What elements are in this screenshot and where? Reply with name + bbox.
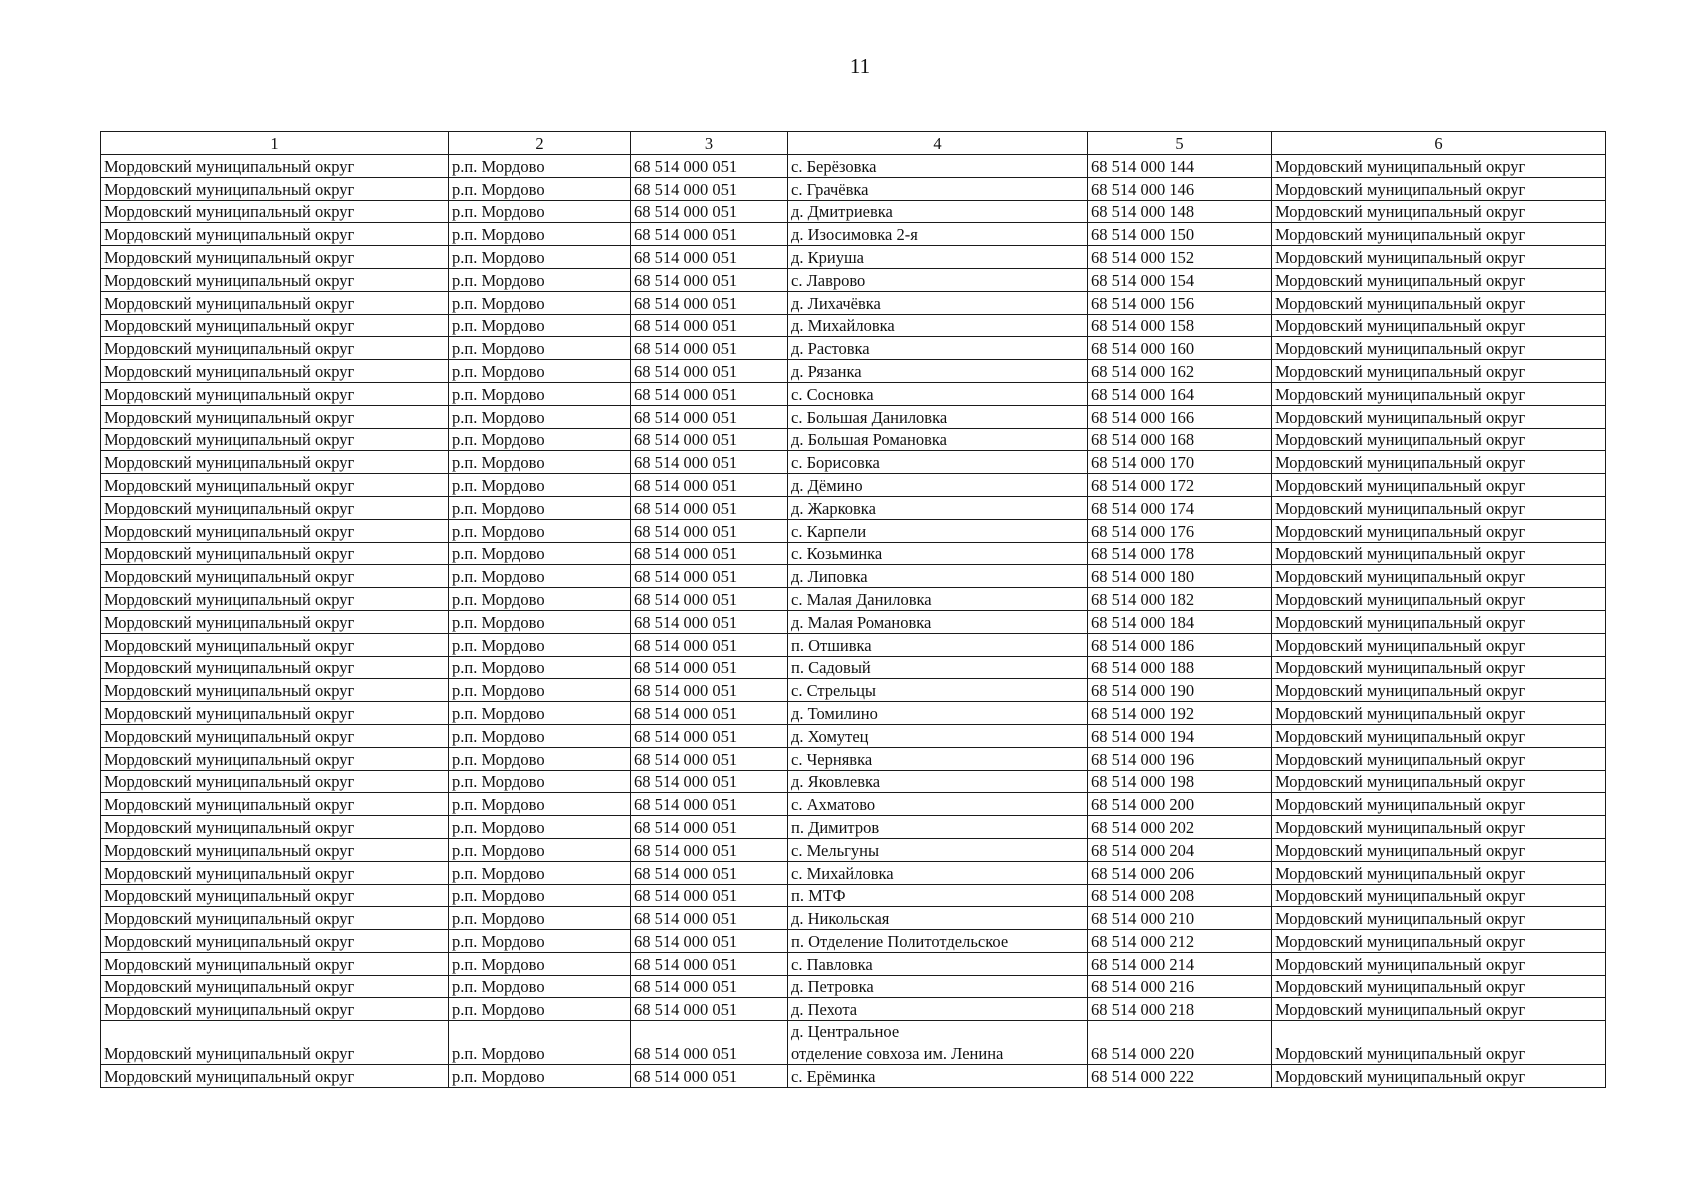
admin-center-cell: р.п. Мордово [449, 360, 631, 383]
center-oktmo-cell: 68 514 000 051 [631, 588, 788, 611]
municipality-cell: Мордовский муниципальный округ [101, 314, 449, 337]
settlement-cell: д. Петровка [788, 975, 1088, 998]
admin-center-cell: р.п. Мордово [449, 291, 631, 314]
admin-center-cell: р.п. Мордово [449, 542, 631, 565]
center-oktmo-cell: 68 514 000 051 [631, 565, 788, 588]
settlement-oktmo-cell: 68 514 000 182 [1088, 588, 1272, 611]
settlement-cell: с. Грачёвка [788, 177, 1088, 200]
new-municipality-cell: Мордовский муниципальный округ [1272, 793, 1606, 816]
municipality-cell: Мордовский муниципальный округ [101, 542, 449, 565]
table-row [101, 246, 1606, 269]
settlement-oktmo-cell: 68 514 000 152 [1088, 246, 1272, 269]
settlements-table [100, 131, 1606, 1088]
settlement-cell: д. Жарковка [788, 496, 1088, 519]
new-municipality-cell: Мордовский муниципальный округ [1272, 702, 1606, 725]
settlement-cell: д. Большая Романовка [788, 428, 1088, 451]
admin-center-cell: р.п. Мордово [449, 565, 631, 588]
table-row [101, 930, 1606, 953]
table-row [101, 314, 1606, 337]
new-municipality-cell: Мордовский муниципальный округ [1272, 724, 1606, 747]
new-municipality-cell: Мордовский муниципальный округ [1272, 975, 1606, 998]
settlement-oktmo-cell: 68 514 000 212 [1088, 930, 1272, 953]
settlement-cell: с. Мельгуны [788, 838, 1088, 861]
center-oktmo-cell: 68 514 000 051 [631, 679, 788, 702]
admin-center-cell: р.п. Мордово [449, 177, 631, 200]
new-municipality-cell: Мордовский муниципальный округ [1272, 451, 1606, 474]
municipality-cell: Мордовский муниципальный округ [101, 998, 449, 1021]
municipality-cell: Мордовский муниципальный округ [101, 838, 449, 861]
new-municipality-cell: Мордовский муниципальный округ [1272, 314, 1606, 337]
table-row [101, 428, 1606, 451]
new-municipality-cell: Мордовский муниципальный округ [1272, 519, 1606, 542]
new-municipality-cell: Мордовский муниципальный округ [1272, 747, 1606, 770]
admin-center-cell: р.п. Мордово [449, 656, 631, 679]
admin-center-cell: р.п. Мордово [449, 793, 631, 816]
new-municipality-cell: Мордовский муниципальный округ [1272, 884, 1606, 907]
table-row [101, 679, 1606, 702]
settlement-oktmo-cell: 68 514 000 218 [1088, 998, 1272, 1021]
settlement-oktmo-cell: 68 514 000 144 [1088, 155, 1272, 178]
admin-center-cell: р.п. Мордово [449, 200, 631, 223]
settlement-cell: д. Изосимовка 2-я [788, 223, 1088, 246]
new-municipality-cell: Мордовский муниципальный округ [1272, 474, 1606, 497]
municipality-cell: Мордовский муниципальный округ [101, 656, 449, 679]
center-oktmo-cell: 68 514 000 051 [631, 816, 788, 839]
municipality-cell: Мордовский муниципальный округ [101, 633, 449, 656]
center-oktmo-cell: 68 514 000 051 [631, 838, 788, 861]
column-header: 5 [1088, 132, 1272, 155]
municipality-cell: Мордовский муниципальный округ [101, 588, 449, 611]
new-municipality-cell: Мордовский муниципальный округ [1272, 496, 1606, 519]
settlement-cell: д. Липовка [788, 565, 1088, 588]
new-municipality-cell: Мордовский муниципальный округ [1272, 428, 1606, 451]
new-municipality-cell: Мордовский муниципальный округ [1272, 177, 1606, 200]
settlement-cell: с. Малая Даниловка [788, 588, 1088, 611]
settlement-cell: д. Криуша [788, 246, 1088, 269]
settlement-oktmo-cell: 68 514 000 186 [1088, 633, 1272, 656]
center-oktmo-cell: 68 514 000 051 [631, 268, 788, 291]
settlement-cell: д. Рязанка [788, 360, 1088, 383]
center-oktmo-cell: 68 514 000 051 [631, 382, 788, 405]
center-oktmo-cell: 68 514 000 051 [631, 975, 788, 998]
admin-center-cell: р.п. Мордово [449, 952, 631, 975]
municipality-cell: Мордовский муниципальный округ [101, 360, 449, 383]
municipality-cell: Мордовский муниципальный округ [101, 496, 449, 519]
settlement-cell: д. Пехота [788, 998, 1088, 1021]
admin-center-cell: р.п. Мордово [449, 268, 631, 291]
new-municipality-cell: Мордовский муниципальный округ [1272, 337, 1606, 360]
municipality-cell: Мордовский муниципальный округ [101, 155, 449, 178]
settlement-oktmo-cell: 68 514 000 166 [1088, 405, 1272, 428]
municipality-cell: Мордовский муниципальный округ [101, 770, 449, 793]
settlement-oktmo-cell: 68 514 000 184 [1088, 610, 1272, 633]
new-municipality-cell: Мордовский муниципальный округ [1272, 907, 1606, 930]
settlement-cell: д. Томилино [788, 702, 1088, 725]
column-header: 2 [449, 132, 631, 155]
municipality-cell: Мордовский муниципальный округ [101, 268, 449, 291]
admin-center-cell: р.п. Мордово [449, 1021, 631, 1065]
new-municipality-cell: Мордовский муниципальный округ [1272, 770, 1606, 793]
municipality-cell: Мордовский муниципальный округ [101, 610, 449, 633]
new-municipality-cell: Мордовский муниципальный округ [1272, 1065, 1606, 1088]
table-row [101, 155, 1606, 178]
new-municipality-cell: Мордовский муниципальный округ [1272, 382, 1606, 405]
settlement-cell: с. Лаврово [788, 268, 1088, 291]
center-oktmo-cell: 68 514 000 051 [631, 223, 788, 246]
admin-center-cell: р.п. Мордово [449, 519, 631, 542]
settlement-cell: с. Карпели [788, 519, 1088, 542]
municipality-cell: Мордовский муниципальный округ [101, 474, 449, 497]
municipality-cell: Мордовский муниципальный округ [101, 930, 449, 953]
settlement-oktmo-cell: 68 514 000 180 [1088, 565, 1272, 588]
new-municipality-cell: Мордовский муниципальный округ [1272, 816, 1606, 839]
settlement-oktmo-cell: 68 514 000 178 [1088, 542, 1272, 565]
header-row [101, 132, 1606, 155]
settlement-oktmo-cell: 68 514 000 162 [1088, 360, 1272, 383]
table-row [101, 1021, 1606, 1065]
table-row [101, 838, 1606, 861]
municipality-cell: Мордовский муниципальный округ [101, 291, 449, 314]
settlement-cell: с. Павловка [788, 952, 1088, 975]
municipality-cell: Мордовский муниципальный округ [101, 884, 449, 907]
settlement-cell: с. Ерёминка [788, 1065, 1088, 1088]
admin-center-cell: р.п. Мордово [449, 405, 631, 428]
municipality-cell: Мордовский муниципальный округ [101, 246, 449, 269]
new-municipality-cell: Мордовский муниципальный округ [1272, 633, 1606, 656]
settlement-oktmo-cell: 68 514 000 172 [1088, 474, 1272, 497]
admin-center-cell: р.п. Мордово [449, 496, 631, 519]
column-header: 6 [1272, 132, 1606, 155]
settlement-cell: д. Центральное отделение совхоза им. Ленина [788, 1021, 1088, 1065]
new-municipality-cell: Мордовский муниципальный округ [1272, 838, 1606, 861]
settlement-cell: п. Садовый [788, 656, 1088, 679]
settlement-oktmo-cell: 68 514 000 150 [1088, 223, 1272, 246]
table-row [101, 747, 1606, 770]
center-oktmo-cell: 68 514 000 051 [631, 474, 788, 497]
municipality-cell: Мордовский муниципальный округ [101, 907, 449, 930]
municipality-cell: Мордовский муниципальный округ [101, 861, 449, 884]
table-row [101, 793, 1606, 816]
municipality-cell: Мордовский муниципальный округ [101, 519, 449, 542]
settlement-oktmo-cell: 68 514 000 148 [1088, 200, 1272, 223]
settlement-oktmo-cell: 68 514 000 204 [1088, 838, 1272, 861]
table-row [101, 656, 1606, 679]
center-oktmo-cell: 68 514 000 051 [631, 291, 788, 314]
admin-center-cell: р.п. Мордово [449, 382, 631, 405]
table-row [101, 177, 1606, 200]
settlement-oktmo-cell: 68 514 000 206 [1088, 861, 1272, 884]
settlement-oktmo-cell: 68 514 000 216 [1088, 975, 1272, 998]
municipality-cell: Мордовский муниципальный округ [101, 952, 449, 975]
table-row [101, 975, 1606, 998]
new-municipality-cell: Мордовский муниципальный округ [1272, 405, 1606, 428]
center-oktmo-cell: 68 514 000 051 [631, 337, 788, 360]
admin-center-cell: р.п. Мордово [449, 930, 631, 953]
admin-center-cell: р.п. Мордово [449, 816, 631, 839]
admin-center-cell: р.п. Мордово [449, 702, 631, 725]
settlement-cell: с. Чернявка [788, 747, 1088, 770]
table-row [101, 565, 1606, 588]
settlement-oktmo-cell: 68 514 000 158 [1088, 314, 1272, 337]
center-oktmo-cell: 68 514 000 051 [631, 405, 788, 428]
admin-center-cell: р.п. Мордово [449, 451, 631, 474]
new-municipality-cell: Мордовский муниципальный округ [1272, 679, 1606, 702]
admin-center-cell: р.п. Мордово [449, 1065, 631, 1088]
settlement-oktmo-cell: 68 514 000 164 [1088, 382, 1272, 405]
settlement-oktmo-cell: 68 514 000 202 [1088, 816, 1272, 839]
settlement-cell: д. Хомутец [788, 724, 1088, 747]
table-row [101, 496, 1606, 519]
admin-center-cell: р.п. Мордово [449, 998, 631, 1021]
settlement-cell: с. Сосновка [788, 382, 1088, 405]
new-municipality-cell: Мордовский муниципальный округ [1272, 998, 1606, 1021]
admin-center-cell: р.п. Мордово [449, 474, 631, 497]
settlement-oktmo-cell: 68 514 000 208 [1088, 884, 1272, 907]
admin-center-cell: р.п. Мордово [449, 314, 631, 337]
settlement-cell: д. Лихачёвка [788, 291, 1088, 314]
settlement-oktmo-cell: 68 514 000 220 [1088, 1021, 1272, 1065]
center-oktmo-cell: 68 514 000 051 [631, 542, 788, 565]
new-municipality-cell: Мордовский муниципальный округ [1272, 952, 1606, 975]
center-oktmo-cell: 68 514 000 051 [631, 702, 788, 725]
new-municipality-cell: Мордовский муниципальный округ [1272, 930, 1606, 953]
settlement-oktmo-cell: 68 514 000 190 [1088, 679, 1272, 702]
center-oktmo-cell: 68 514 000 051 [631, 793, 788, 816]
admin-center-cell: р.п. Мордово [449, 223, 631, 246]
municipality-cell: Мордовский муниципальный округ [101, 975, 449, 998]
settlement-cell: с. Михайловка [788, 861, 1088, 884]
admin-center-cell: р.п. Мордово [449, 747, 631, 770]
table-row [101, 360, 1606, 383]
admin-center-cell: р.п. Мордово [449, 770, 631, 793]
center-oktmo-cell: 68 514 000 051 [631, 861, 788, 884]
settlement-oktmo-cell: 68 514 000 176 [1088, 519, 1272, 542]
municipality-cell: Мордовский муниципальный округ [101, 816, 449, 839]
settlement-cell: д. Яковлевка [788, 770, 1088, 793]
admin-center-cell: р.п. Мордово [449, 907, 631, 930]
center-oktmo-cell: 68 514 000 051 [631, 360, 788, 383]
settlement-cell: д. Дмитриевка [788, 200, 1088, 223]
settlement-cell: п. Отделение Политотдельское [788, 930, 1088, 953]
center-oktmo-cell: 68 514 000 051 [631, 884, 788, 907]
municipality-cell: Мордовский муниципальный округ [101, 177, 449, 200]
admin-center-cell: р.п. Мордово [449, 337, 631, 360]
settlement-cell: д. Никольская [788, 907, 1088, 930]
new-municipality-cell: Мордовский муниципальный округ [1272, 200, 1606, 223]
municipality-cell: Мордовский муниципальный округ [101, 451, 449, 474]
settlement-cell: д. Растовка [788, 337, 1088, 360]
table-row [101, 588, 1606, 611]
new-municipality-cell: Мордовский муниципальный округ [1272, 155, 1606, 178]
municipality-cell: Мордовский муниципальный округ [101, 724, 449, 747]
settlement-oktmo-cell: 68 514 000 156 [1088, 291, 1272, 314]
table-row [101, 861, 1606, 884]
settlement-oktmo-cell: 68 514 000 210 [1088, 907, 1272, 930]
municipality-cell: Мордовский муниципальный округ [101, 702, 449, 725]
admin-center-cell: р.п. Мордово [449, 861, 631, 884]
settlement-cell: д. Дёмино [788, 474, 1088, 497]
settlement-oktmo-cell: 68 514 000 198 [1088, 770, 1272, 793]
settlement-cell: п. Димитров [788, 816, 1088, 839]
admin-center-cell: р.п. Мордово [449, 884, 631, 907]
settlement-oktmo-cell: 68 514 000 168 [1088, 428, 1272, 451]
table-row [101, 542, 1606, 565]
admin-center-cell: р.п. Мордово [449, 975, 631, 998]
admin-center-cell: р.п. Мордово [449, 588, 631, 611]
center-oktmo-cell: 68 514 000 051 [631, 770, 788, 793]
settlement-cell: д. Михайловка [788, 314, 1088, 337]
municipality-cell: Мордовский муниципальный округ [101, 565, 449, 588]
center-oktmo-cell: 68 514 000 051 [631, 952, 788, 975]
settlement-cell: с. Козьминка [788, 542, 1088, 565]
admin-center-cell: р.п. Мордово [449, 428, 631, 451]
admin-center-cell: р.п. Мордово [449, 610, 631, 633]
settlement-cell: п. Отшивка [788, 633, 1088, 656]
center-oktmo-cell: 68 514 000 051 [631, 155, 788, 178]
center-oktmo-cell: 68 514 000 051 [631, 496, 788, 519]
new-municipality-cell: Мордовский муниципальный округ [1272, 268, 1606, 291]
center-oktmo-cell: 68 514 000 051 [631, 177, 788, 200]
municipality-cell: Мордовский муниципальный округ [101, 428, 449, 451]
column-header: 1 [101, 132, 449, 155]
municipality-cell: Мордовский муниципальный округ [101, 382, 449, 405]
center-oktmo-cell: 68 514 000 051 [631, 200, 788, 223]
center-oktmo-cell: 68 514 000 051 [631, 314, 788, 337]
new-municipality-cell: Мордовский муниципальный округ [1272, 360, 1606, 383]
settlement-oktmo-cell: 68 514 000 222 [1088, 1065, 1272, 1088]
settlement-cell: с. Стрельцы [788, 679, 1088, 702]
new-municipality-cell: Мордовский муниципальный округ [1272, 610, 1606, 633]
table-row [101, 519, 1606, 542]
municipality-cell: Мордовский муниципальный округ [101, 747, 449, 770]
center-oktmo-cell: 68 514 000 051 [631, 724, 788, 747]
settlement-cell: с. Большая Даниловка [788, 405, 1088, 428]
table-row [101, 200, 1606, 223]
new-municipality-cell: Мордовский муниципальный округ [1272, 291, 1606, 314]
settlement-cell: с. Ахматово [788, 793, 1088, 816]
municipality-cell: Мордовский муниципальный округ [101, 337, 449, 360]
settlement-cell: д. Малая Романовка [788, 610, 1088, 633]
settlement-oktmo-cell: 68 514 000 174 [1088, 496, 1272, 519]
settlement-oktmo-cell: 68 514 000 170 [1088, 451, 1272, 474]
new-municipality-cell: Мордовский муниципальный округ [1272, 861, 1606, 884]
admin-center-cell: р.п. Мордово [449, 246, 631, 269]
municipality-cell: Мордовский муниципальный округ [101, 200, 449, 223]
table-row [101, 952, 1606, 975]
table-row [101, 724, 1606, 747]
new-municipality-cell: Мордовский муниципальный округ [1272, 1021, 1606, 1065]
settlement-cell: п. МТФ [788, 884, 1088, 907]
new-municipality-cell: Мордовский муниципальный округ [1272, 246, 1606, 269]
table-row [101, 223, 1606, 246]
municipality-cell: Мордовский муниципальный округ [101, 793, 449, 816]
column-header: 4 [788, 132, 1088, 155]
settlement-oktmo-cell: 68 514 000 200 [1088, 793, 1272, 816]
table-row [101, 337, 1606, 360]
table-row [101, 268, 1606, 291]
admin-center-cell: р.п. Мордово [449, 633, 631, 656]
center-oktmo-cell: 68 514 000 051 [631, 451, 788, 474]
settlement-oktmo-cell: 68 514 000 188 [1088, 656, 1272, 679]
table-row [101, 816, 1606, 839]
page-number: 11 [849, 54, 871, 78]
center-oktmo-cell: 68 514 000 051 [631, 1065, 788, 1088]
admin-center-cell: р.п. Мордово [449, 679, 631, 702]
center-oktmo-cell: 68 514 000 051 [631, 930, 788, 953]
center-oktmo-cell: 68 514 000 051 [631, 610, 788, 633]
settlement-oktmo-cell: 68 514 000 154 [1088, 268, 1272, 291]
settlement-cell: с. Берёзовка [788, 155, 1088, 178]
new-municipality-cell: Мордовский муниципальный округ [1272, 223, 1606, 246]
table-row [101, 998, 1606, 1021]
center-oktmo-cell: 68 514 000 051 [631, 428, 788, 451]
table-row [101, 1065, 1606, 1088]
new-municipality-cell: Мордовский муниципальный округ [1272, 588, 1606, 611]
new-municipality-cell: Мордовский муниципальный округ [1272, 542, 1606, 565]
admin-center-cell: р.п. Мордово [449, 155, 631, 178]
table-row [101, 907, 1606, 930]
municipality-cell: Мордовский муниципальный округ [101, 1021, 449, 1065]
table-row [101, 702, 1606, 725]
municipality-cell: Мордовский муниципальный округ [101, 223, 449, 246]
new-municipality-cell: Мордовский муниципальный округ [1272, 656, 1606, 679]
settlement-oktmo-cell: 68 514 000 192 [1088, 702, 1272, 725]
settlement-oktmo-cell: 68 514 000 214 [1088, 952, 1272, 975]
settlement-cell: с. Борисовка [788, 451, 1088, 474]
table-row [101, 405, 1606, 428]
column-header: 3 [631, 132, 788, 155]
center-oktmo-cell: 68 514 000 051 [631, 907, 788, 930]
settlement-oktmo-cell: 68 514 000 194 [1088, 724, 1272, 747]
table-row [101, 474, 1606, 497]
table-header [101, 132, 1606, 155]
settlement-oktmo-cell: 68 514 000 160 [1088, 337, 1272, 360]
table-row [101, 610, 1606, 633]
settlement-oktmo-cell: 68 514 000 146 [1088, 177, 1272, 200]
municipality-cell: Мордовский муниципальный округ [101, 405, 449, 428]
center-oktmo-cell: 68 514 000 051 [631, 747, 788, 770]
center-oktmo-cell: 68 514 000 051 [631, 633, 788, 656]
settlement-oktmo-cell: 68 514 000 196 [1088, 747, 1272, 770]
table-body [101, 155, 1606, 1088]
center-oktmo-cell: 68 514 000 051 [631, 998, 788, 1021]
center-oktmo-cell: 68 514 000 051 [631, 1021, 788, 1065]
municipality-cell: Мордовский муниципальный округ [101, 1065, 449, 1088]
center-oktmo-cell: 68 514 000 051 [631, 656, 788, 679]
table-row [101, 770, 1606, 793]
center-oktmo-cell: 68 514 000 051 [631, 246, 788, 269]
new-municipality-cell: Мордовский муниципальный округ [1272, 565, 1606, 588]
center-oktmo-cell: 68 514 000 051 [631, 519, 788, 542]
admin-center-cell: р.п. Мордово [449, 724, 631, 747]
table-row [101, 884, 1606, 907]
admin-center-cell: р.п. Мордово [449, 838, 631, 861]
municipality-cell: Мордовский муниципальный округ [101, 679, 449, 702]
table-row [101, 291, 1606, 314]
table-row [101, 451, 1606, 474]
table-row [101, 633, 1606, 656]
table-row [101, 382, 1606, 405]
